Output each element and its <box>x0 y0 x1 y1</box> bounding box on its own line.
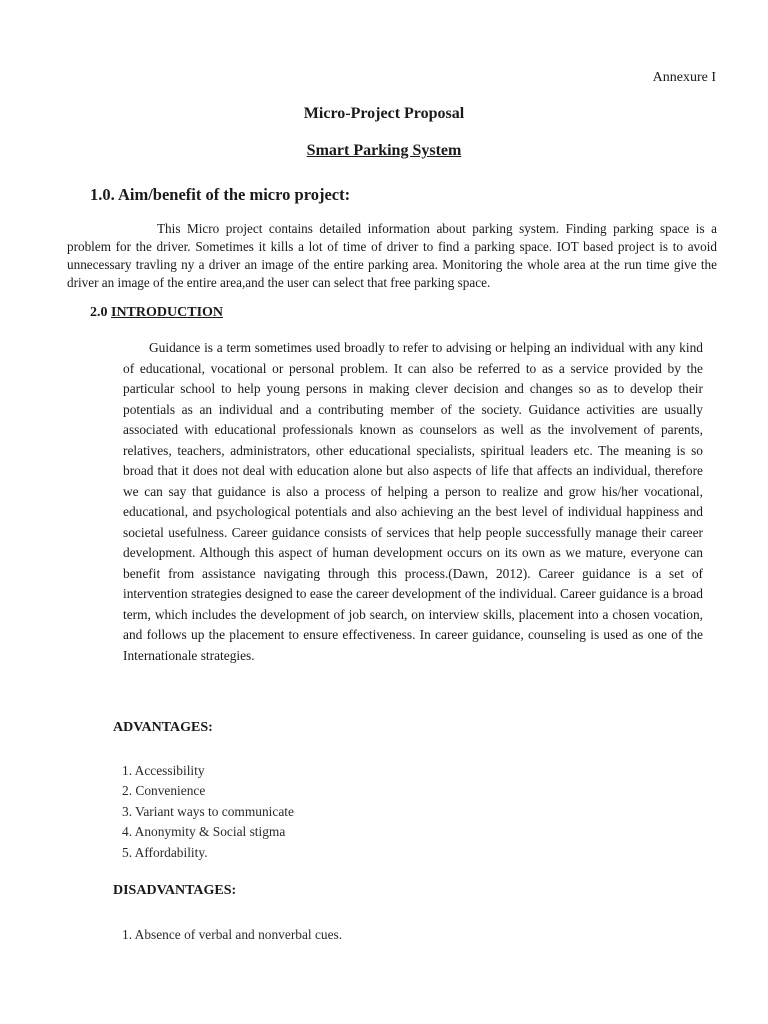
list-item: 1. Accessibility <box>122 763 205 778</box>
list-item: 3. Variant ways to communicate <box>122 803 294 819</box>
list-item: 1. Absence of verbal and nonverbal cues. <box>122 927 343 942</box>
project-title: Smart Parking System <box>306 142 462 159</box>
list-item: 5. Affordability. <box>122 844 208 860</box>
section-title: INTRODUCTION <box>111 305 224 320</box>
introduction-paragraph: Guidance is a term sometimes used broadly to refer to advising or helping an individual with any kind of educational, vocational or personal problem. It can also be referred to as a service provided by the particular school to help young persons in making clever decision and changes so as to develop their potentials as an individual and a contributing member of the society. Guidance activities are usually associated with educational professionals known as counselors as well as the involvement of parents, relatives, teachers, administrators, other educational specialists, spiritual leaders etc. The meaning is so broad that it does not deal with education alone but also aspects of life that affects an individual, therefore we can say that guidance is also a process of helping a person to realize and grow his/her vocational, educational, and psychological potentials and also achieving an the best level of individual happiness and societal usefulness. Career guidance consists of services that help people successfully manage their career development. Although this aspect of human development occurs on its own as we mature, everyone can benefit from assistance navigating through this process.(Dawn, 2012). Career guidance is a set of intervention strategies designed to ease the career development of the individual. Career guidance is a broad term, which includes the development of job search, on interview skills, placement into a chosen vocation, and follows up the placement to ensure effectiveness. In career guidance, counseling is used as one of the Internationale strategies. <box>123 340 703 663</box>
disadvantages-list <box>122 925 342 945</box>
advantages-heading: ADVANTAGES: <box>113 720 213 735</box>
advantages-list <box>122 761 294 863</box>
list-item: 2. Convenience <box>122 783 206 799</box>
introduction-heading <box>90 305 223 321</box>
document-title: Micro-Project Proposal <box>303 105 465 122</box>
aim-section-heading: 1.0. Aim/benefit of the micro project: <box>90 185 351 204</box>
section-number: 2.0 <box>90 305 108 320</box>
disadvantages-heading: DISADVANTAGES: <box>113 883 237 898</box>
aim-paragraph: This Micro project contains detailed information about parking system. Finding parking space is a problem for the driver. Sometimes it kills a lot of time of driver to find a parking space. IOT based project is to avoid unnecessary travling ny a driver an image of the entire parking area. Monitoring the whole area at the run time give the driver an image of the entire area,and the user can select that free parking space. <box>67 221 717 290</box>
list-item: 4. Anonymity & Social stigma <box>122 824 286 840</box>
annexure-label: Annexure I <box>652 70 716 85</box>
